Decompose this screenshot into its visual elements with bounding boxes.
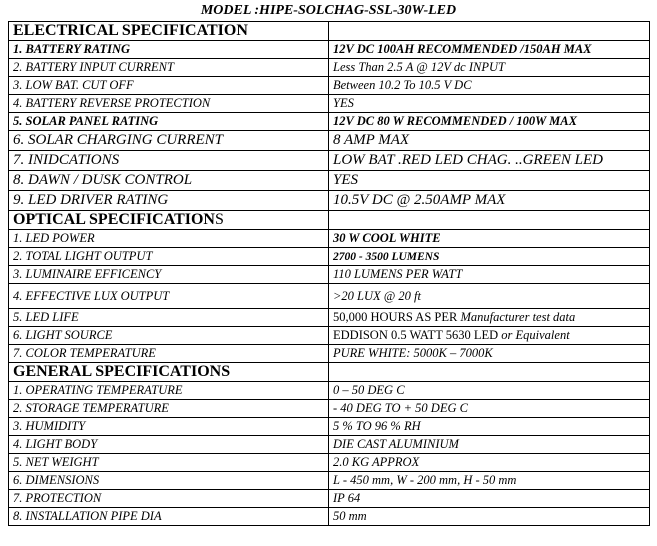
table-row	[9, 266, 650, 284]
spec-label: 8. INSTALLATION PIPE DIA	[9, 508, 329, 526]
spec-value: 5 % TO 96 % RH	[329, 418, 650, 436]
table-row	[9, 400, 650, 418]
spec-value: 0 – 50 DEG C	[329, 382, 650, 400]
table-row	[9, 436, 650, 454]
spec-label: 6. SOLAR CHARGING CURRENT	[9, 131, 329, 151]
table-row	[9, 41, 650, 59]
spec-table	[8, 21, 650, 526]
spec-label: 5. NET WEIGHT	[9, 454, 329, 472]
spec-label: 4. EFFECTIVE LUX OUTPUT	[9, 284, 329, 309]
section-header-optical	[9, 211, 650, 230]
table-row	[9, 131, 650, 151]
spec-value: 8 AMP MAX	[329, 131, 650, 151]
spec-value-tail: or Equivalent	[501, 328, 570, 342]
spec-label: 6. DIMENSIONS	[9, 472, 329, 490]
table-row	[9, 95, 650, 113]
table-row	[9, 191, 650, 211]
spec-value: YES	[329, 171, 650, 191]
spec-value: 12V DC 80 W RECOMMENDED / 100W MAX	[329, 113, 650, 131]
spec-value: 2700 - 3500 LUMENS	[329, 248, 650, 266]
table-row	[9, 309, 650, 327]
spec-value: Less Than 2.5 A @ 12V dc INPUT	[329, 59, 650, 77]
spec-label: 5. LED LIFE	[9, 309, 329, 327]
section-header-electrical	[9, 22, 650, 41]
spec-label: 3. LOW BAT. CUT OFF	[9, 77, 329, 95]
spec-value	[329, 327, 650, 345]
spec-value	[329, 309, 650, 327]
spec-label: 2. STORAGE TEMPERATURE	[9, 400, 329, 418]
spec-value: DIE CAST ALUMINIUM	[329, 436, 650, 454]
table-row	[9, 151, 650, 171]
spec-label: 7. COLOR TEMPERATURE	[9, 345, 329, 363]
section-header-general	[9, 363, 650, 382]
spec-value-main: EDDISON 0.5 WATT 5630 LED	[333, 328, 499, 342]
spec-label: 1. OPERATING TEMPERATURE	[9, 382, 329, 400]
table-row	[9, 171, 650, 191]
page-title: MODEL :HIPE-SOLCHAG-SSL-30W-LED	[200, 3, 457, 18]
section-heading	[9, 211, 329, 230]
spec-label: 9. LED DRIVER RATING	[9, 191, 329, 211]
spec-value: 2.0 KG APPROX	[329, 454, 650, 472]
table-row	[9, 490, 650, 508]
spec-value: LOW BAT .RED LED CHAG. ..GREEN LED	[329, 151, 650, 171]
table-row	[9, 284, 650, 309]
spec-value: 30 W COOL WHITE	[329, 230, 650, 248]
spec-label: 1. LED POWER	[9, 230, 329, 248]
spec-label: 8. DAWN / DUSK CONTROL	[9, 171, 329, 191]
spec-value-main: 50,000 HOURS AS PER	[333, 310, 458, 324]
table-row	[9, 382, 650, 400]
section-heading: GENERAL SPECIFICATIONS	[9, 363, 329, 382]
table-row	[9, 248, 650, 266]
spec-value: IP 64	[329, 490, 650, 508]
spec-label: 4. BATTERY REVERSE PROTECTION	[9, 95, 329, 113]
table-row	[9, 230, 650, 248]
spec-label: 2. BATTERY INPUT CURRENT	[9, 59, 329, 77]
spec-label: 5. SOLAR PANEL RATING	[9, 113, 329, 131]
table-row	[9, 454, 650, 472]
section-heading: ELECTRICAL SPECIFICATION	[9, 22, 329, 41]
spec-value: - 40 DEG TO + 50 DEG C	[329, 400, 650, 418]
spec-value-tail: Manufacturer test data	[460, 310, 576, 324]
table-row	[9, 77, 650, 95]
spec-label: 3. LUMINAIRE EFFICENCY	[9, 266, 329, 284]
spec-value: Between 10.2 To 10.5 V DC	[329, 77, 650, 95]
spec-label: 3. HUMIDITY	[9, 418, 329, 436]
spec-label: 2. TOTAL LIGHT OUTPUT	[9, 248, 329, 266]
table-row	[9, 327, 650, 345]
spec-value: 12V DC 100AH RECOMMENDED /150AH MAX	[329, 41, 650, 59]
table-row	[9, 418, 650, 436]
spec-label: 7. PROTECTION	[9, 490, 329, 508]
spec-value: YES	[329, 95, 650, 113]
table-row	[9, 345, 650, 363]
table-row	[9, 472, 650, 490]
spec-label: 6. LIGHT SOURCE	[9, 327, 329, 345]
spec-value: 50 mm	[329, 508, 650, 526]
spec-label: 7. INIDCATIONS	[9, 151, 329, 171]
section-heading-tail: S	[214, 211, 224, 228]
spec-value: L - 450 mm, W - 200 mm, H - 50 mm	[329, 472, 650, 490]
section-heading-main: OPTICAL SPECIFICATION	[13, 211, 215, 228]
spec-label: 4. LIGHT BODY	[9, 436, 329, 454]
spec-label: 1. BATTERY RATING	[9, 41, 329, 59]
spec-value: >20 LUX @ 20 ft	[329, 284, 650, 309]
spec-value: 110 LUMENS PER WATT	[329, 266, 650, 284]
spec-value: 10.5V DC @ 2.50AMP MAX	[329, 191, 650, 211]
table-row	[9, 113, 650, 131]
table-row	[9, 59, 650, 77]
table-row	[9, 508, 650, 526]
spec-value: PURE WHITE: 5000K – 7000K	[329, 345, 650, 363]
